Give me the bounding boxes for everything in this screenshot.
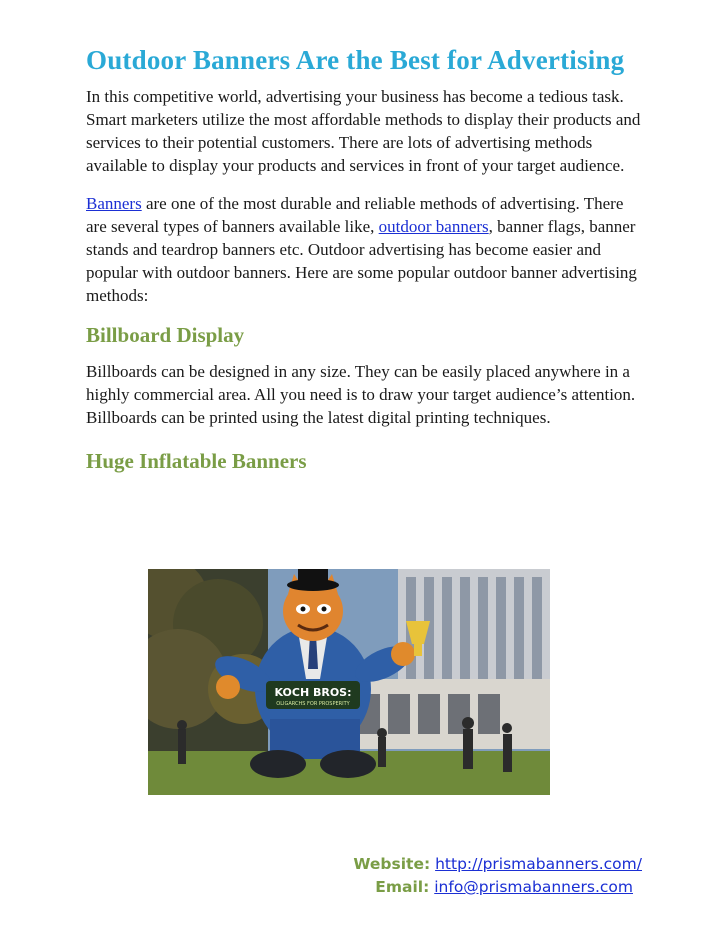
banners-paragraph xyxy=(86,192,646,307)
intro-paragraph: In this competitive world, advertising your business has become a tedious task. Smart marketers utilize the most affordable methods to display their products and services to their potential customers. There are lots of advertising methods available to display your products and services in front of your target audience. xyxy=(86,87,641,175)
banners-link[interactable]: Banners xyxy=(86,194,142,213)
page-title: Outdoor Banners Are the Best for Advertising xyxy=(86,45,625,75)
email-row xyxy=(353,876,642,899)
email-link[interactable]: info@prismabanners.com xyxy=(434,878,633,896)
contact-footer xyxy=(353,853,642,899)
website-row xyxy=(353,853,642,876)
website-link[interactable]: http://prismabanners.com/ xyxy=(435,855,642,873)
billboard-heading: Billboard Display xyxy=(86,323,245,347)
inflatable-heading: Huge Inflatable Banners xyxy=(86,449,307,473)
banners-text-1: are one of the most durable and reliable methods of advertising. There are several types of banners available like, xyxy=(86,194,624,236)
website-label: Website: xyxy=(353,855,431,873)
inflatable-banner-photo xyxy=(148,569,550,795)
photo-illustration xyxy=(148,569,550,795)
banner-text: KOCH BROS: xyxy=(274,686,352,699)
banners-text-2: , banner flags, banner stands and teardrop banners etc. Outdoor advertising has become easier and popular with outdoor banners. Here are some popular outdoor banner advertising methods: xyxy=(86,217,637,305)
email-label: Email: xyxy=(375,878,430,896)
billboard-paragraph: Billboards can be designed in any size. They can be easily placed anywhere in a highly commercial area. All you need is to draw your target audience’s attention. Billboards can be printed using the latest digital printing techniques. xyxy=(86,362,636,427)
banner-subtext: OLIGARCHS FOR PROSPERITY xyxy=(276,701,350,707)
document-body xyxy=(86,44,646,475)
outdoor-banners-link[interactable]: outdoor banners xyxy=(378,217,489,236)
